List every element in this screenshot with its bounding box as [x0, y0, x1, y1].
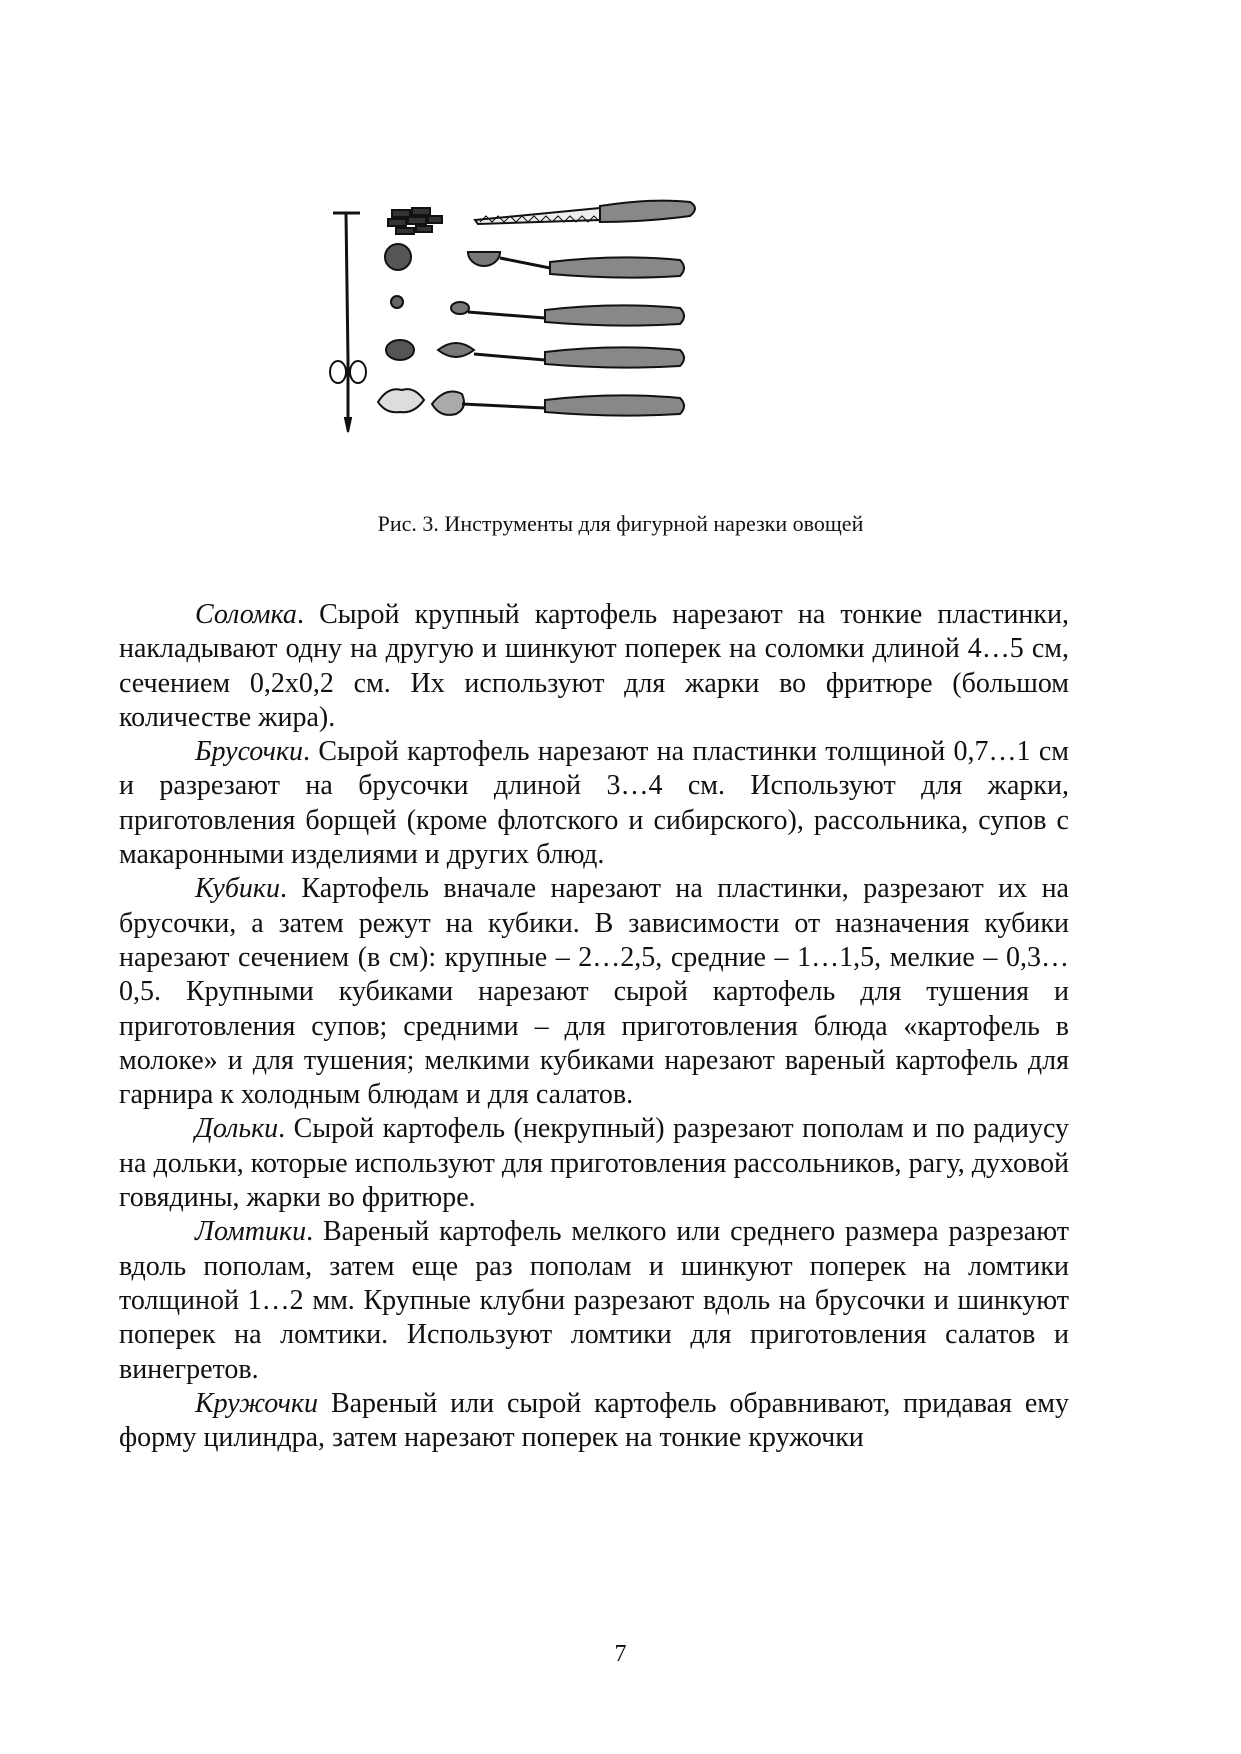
paragraph-solomka: Соломка. Сырой крупный картофель нарезают на тонкие пластинки, накладывают одну на другую и шинкуют поперек на соломки длиной 4…5 см, сечением 0,2х0,2 см. Их используют для жарки во фритюре (большом количестве жира). — [119, 599, 1070, 733]
paragraph-dolki: Дольки. Сырой картофель (некрупный) разрезают пополам и по радиусу на дольки, которые используют для приготовления рассольников, рагу, духовой говядины, жарки во фритюре. — [119, 1113, 1070, 1214]
small-ball-drawing — [391, 296, 403, 308]
text-brusochki: Сырой картофель нарезают на пластинки толщиной 0,7…1 см и разрезают на брусочки длиной 3…4 см. Используют для жарки, приготовления борщей (кроме флотского и сибирского), рассольника, супов с макаронными изделиями и других блюд. — [119, 736, 1069, 871]
term-dolki: Дольки — [195, 1113, 279, 1145]
term-kruzhochki: Кружочки — [195, 1387, 319, 1419]
potato-bars-drawing — [388, 208, 442, 234]
scoop-oval-drawing — [438, 343, 684, 368]
tools-illustration — [300, 190, 800, 480]
large-ball-drawing — [385, 244, 411, 270]
text-kubiki: Картофель вначале нарезают на пластинки, разрезают их на брусочки, а затем режут на кубики. В зависимости от назначения кубики нарезают сечением (в см): крупные – 2…2,5, средние – 1…1,5, мелкие – 0,3…0,5. Крупными кубиками нарезают сырой картофель для тушения и приготовления супов; средними – для приготовления блюда «картофель в молоке» и для тушения; мелкими кубиками нарезают вареный картофель для гарнира к холодным блюдам и для салатов. — [119, 873, 1069, 1111]
term-brusochki: Брусочки — [195, 736, 304, 768]
term-kubiki: Кубики — [195, 873, 280, 905]
scoop-large-drawing — [468, 252, 684, 278]
paragraph-brusochki: Брусочки. Сырой картофель нарезают на пластинки толщиной 0,7…1 см и разрезают на брусочки длиной 3…4 см. Используют для жарки, приготовления борщей (кроме флотского и сибирского), рассольника, супов с макаронными изделиями и других блюд. — [119, 736, 1069, 871]
term-solomka: Соломка — [195, 599, 297, 630]
knife-drawing — [475, 201, 695, 224]
scoop-small-drawing — [451, 302, 684, 326]
text-solomka: Сырой крупный картофель нарезают на тонкие пластинки, накладывают одну на другую и шинкуют поперек на соломки длиной 4…5 см, сечением 0,2х0,2 см. Их используют для жарки во фритюре (большом количестве жира). — [119, 599, 1070, 733]
fluted-shape-drawing — [378, 389, 424, 412]
text-lomtiki: Вареный картофель мелкого или среднего размера разрезают вдоль пополам, затем еще раз пополам и шинкуют поперек на ломтики толщиной 1…2 мм. Крупные клубни разрезают вдоль на брусочки и шинкуют поперек на ломтики. Используют ломтики для приготовления салатов и винегретов. — [119, 1216, 1069, 1385]
oval-drawing — [386, 340, 414, 360]
paragraph-kubiki: Кубики. Картофель вначале нарезают на пластинки, разрезают их на брусочки, а затем режут на кубики. В зависимости от назначения кубики нарезают сечением (в см): крупные – 2…2,5, средние – 1…1,5, мелкие – 0,3…0,5. Крупными кубиками нарезают сырой картофель для тушения и приготовления супов; средними – для приготовления блюда «картофель в молоке» и для тушения; мелкими кубиками нарезают вареный картофель для гарнира к холодным блюдам и для салатов. — [119, 873, 1069, 1111]
scoop-fluted-drawing — [432, 392, 684, 416]
body-text — [119, 598, 1069, 1455]
paragraph-lomtiki: Ломтики. Вареный картофель мелкого или среднего размера разрезают вдоль пополам, затем еще раз пополам и шинкуют поперек на ломтики толщиной 1…2 мм. Крупные клубни разрезают вдоль на брусочки и шинкуют поперек на ломтики. Используют ломтики для приготовления салатов и винегретов. — [119, 1216, 1069, 1385]
paragraph-kruzhochki — [119, 1387, 1069, 1456]
text-dolki: Сырой картофель (некрупный) разрезают пополам и по радиусу на дольки, которые используют для приготовления рассольников, рагу, духовой говядины, жарки во фритюре. — [119, 1113, 1070, 1214]
term-lomtiki: Ломтики — [195, 1216, 307, 1248]
text-kruzhochki: Вареный или сырой картофель обравнивают, придавая ему форму цилиндра, затем нарезают поперек на тонкие кружочки — [119, 1387, 1070, 1454]
page-number: 7 — [614, 1641, 627, 1667]
figure-caption: Рис. 3. Инструменты для фигурной нарезки овощей — [377, 511, 864, 536]
corer-tool-drawing — [330, 213, 366, 432]
